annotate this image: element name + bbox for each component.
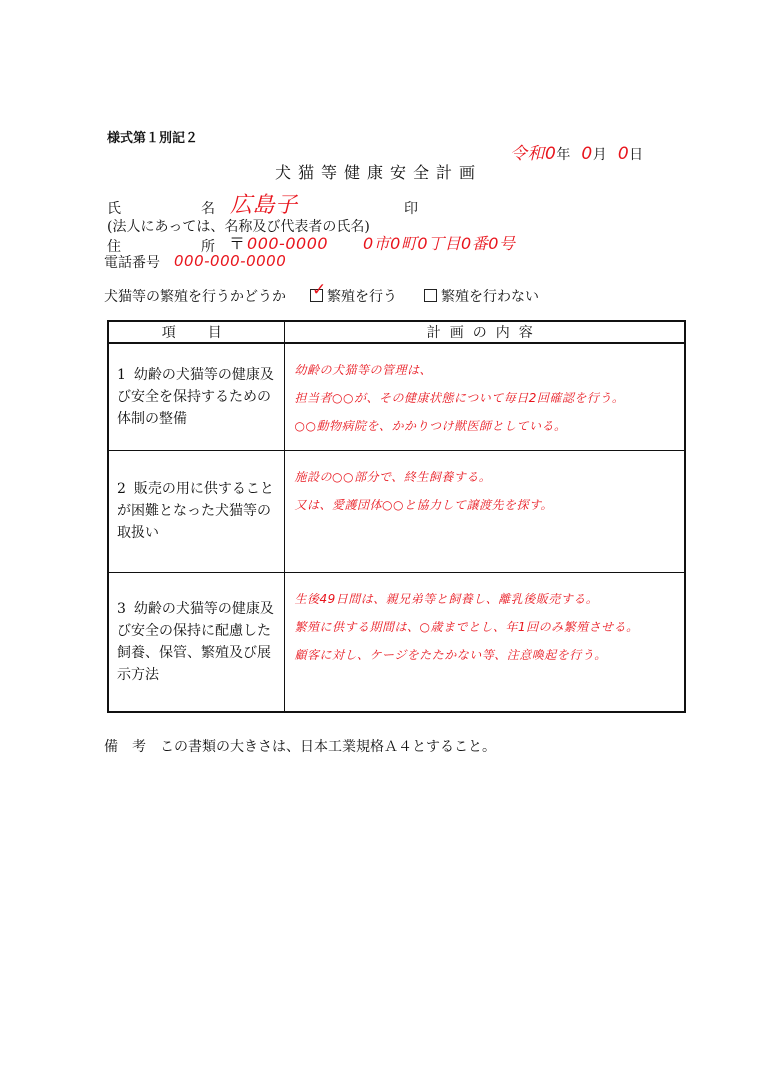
date-year-label: 年	[556, 147, 571, 163]
phone-label: 電話番号	[104, 255, 160, 271]
note-label: 備 考	[104, 739, 146, 755]
item-cell	[108, 450, 284, 572]
note	[104, 736, 496, 756]
item-text: 幼齢の犬猫等の健康及び安全の保持に配慮した飼養、保管、繁殖及び展示方法	[117, 600, 274, 683]
plan-line: 又は、愛護団体○○と協力して譲渡先を探す。	[294, 497, 553, 512]
plan-cell	[284, 450, 685, 572]
plan-line: 生後49日間は、親兄弟等と飼養し、離乳後販売する。	[294, 591, 599, 606]
table-row	[108, 572, 685, 712]
document-title: 犬猫等健康安全計画	[275, 163, 483, 182]
date-month-label: 月	[592, 147, 607, 163]
date-day-label: 日	[629, 147, 644, 163]
postal-code	[229, 231, 328, 254]
plan-line: 担当者○○が、その健康状態について毎日2回確認を行う。	[294, 391, 625, 405]
plan-table	[107, 320, 686, 713]
check-mark-icon: ✓	[312, 280, 327, 300]
checkbox-yes[interactable]	[310, 280, 327, 302]
plan-line: 繁殖に供する期間は、○歳までとし、年1回のみ繁殖させる。	[294, 619, 639, 634]
date-era: 令和	[510, 144, 545, 164]
breeding-question: 犬猫等の繁殖を行うかどうか	[104, 289, 286, 305]
plan-cell	[284, 343, 685, 450]
date-day-value: 0	[617, 144, 630, 164]
header-plan: 計画の内容	[284, 321, 685, 343]
table-header-row	[108, 321, 685, 343]
seal-label: 印	[404, 201, 418, 217]
date-line	[510, 139, 643, 164]
table-row	[108, 343, 685, 450]
postal-value: 000-0000	[247, 234, 329, 253]
breeding-no-label: 繁殖を行わない	[441, 289, 539, 305]
corporate-note: (法人にあっては、名称及び代表者の氏名)	[107, 219, 370, 235]
postal-mark: 〒	[229, 234, 246, 253]
item-number: 1	[117, 366, 126, 383]
form-label: 様式第１別記２	[107, 131, 199, 146]
address-label-2: 所	[201, 239, 215, 255]
address-value: 0市0町0丁目0番0号	[363, 234, 516, 253]
date-month-value: 0	[581, 144, 593, 164]
breeding-option-no[interactable]	[424, 286, 539, 306]
plan-line: 施設の○○部分で、終生飼養する。	[294, 469, 492, 484]
breeding-yes-label: 繁殖を行う	[327, 289, 397, 305]
plan-line: ○○動物病院を、かかりつけ獣医師としている。	[294, 419, 567, 433]
plan-line: 幼齢の犬猫等の管理は、	[294, 363, 433, 377]
name-label-1: 氏	[107, 201, 121, 217]
date-year-value: 0	[545, 144, 557, 164]
name-label-2: 名	[201, 201, 215, 217]
name-value: 広島子	[230, 193, 298, 218]
plan-cell	[284, 572, 685, 712]
header-item: 項 目	[108, 321, 284, 343]
item-number: 3	[117, 600, 126, 617]
item-cell	[108, 572, 284, 712]
item-cell	[108, 343, 284, 450]
note-text: この書類の大きさは、日本工業規格Ａ４とすること。	[160, 739, 496, 755]
breeding-option-yes[interactable]	[310, 280, 397, 306]
item-text: 販売の用に供することが困難となった犬猫等の取扱い	[117, 481, 274, 541]
plan-line: 顧客に対し、ケージをたたかない等、注意喚起を行う。	[294, 647, 607, 662]
item-number: 2	[117, 481, 126, 497]
checkbox-no[interactable]	[424, 289, 437, 302]
phone-value: 000-000-0000	[174, 252, 287, 270]
address-label-1: 住	[107, 239, 121, 255]
table-row	[108, 450, 685, 572]
item-text: 幼齢の犬猫等の健康及び安全を保持するための体制の整備	[117, 366, 274, 427]
